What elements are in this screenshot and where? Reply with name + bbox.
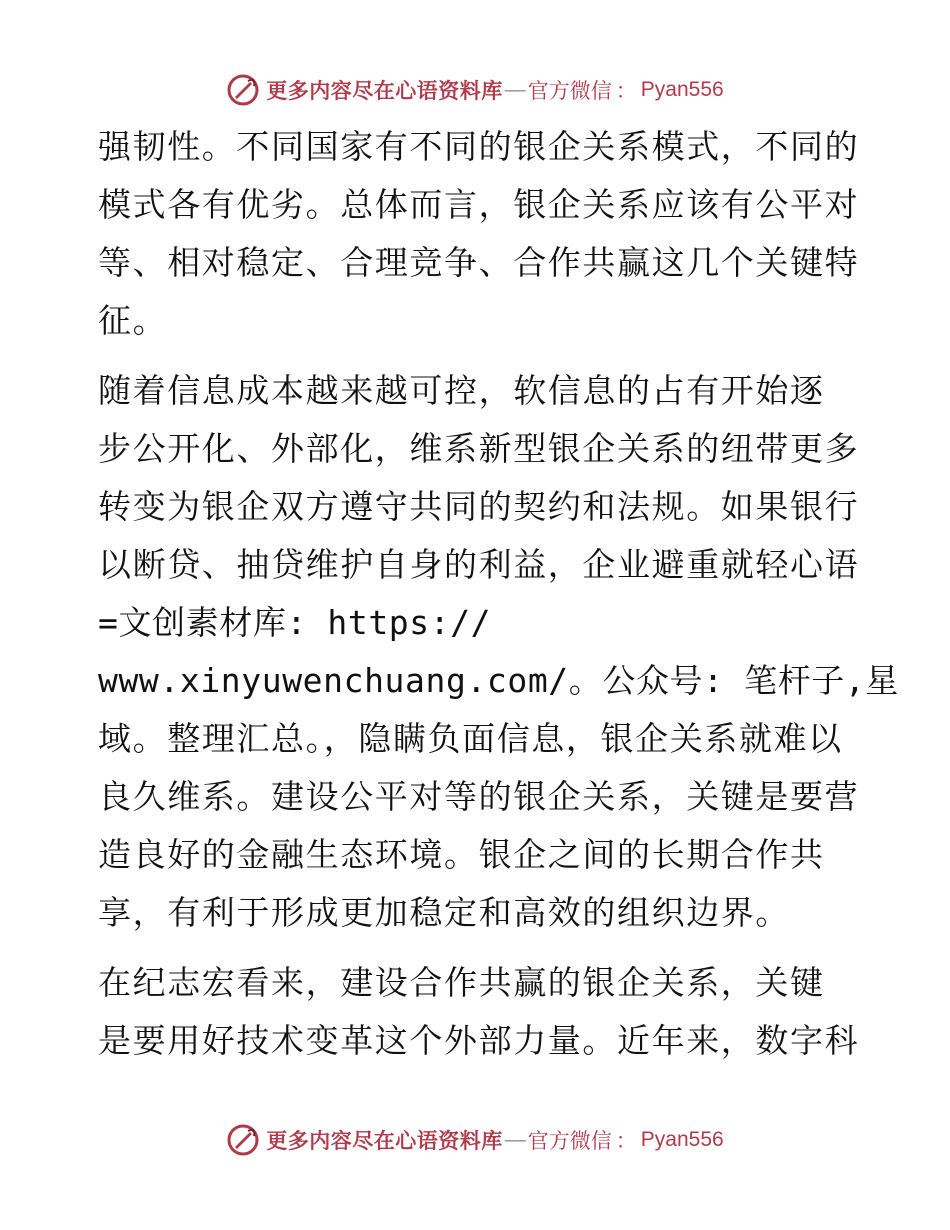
header-banner [0,70,950,110]
text-line: 是要用好技术变革这个外部力量。近年来，数字科 [98,1021,860,1060]
quill-logo-icon [226,1123,260,1157]
text-line: 转变为银企双方遵守共同的契约和法规。如果银行 [98,487,860,526]
footer-official-label: 官方微信 [527,1129,612,1153]
text-line: 以断贷、抽贷维护自身的利益，企业避重就轻心语 [98,545,860,584]
paragraph-3 [98,954,858,1070]
text-line: 域。整理汇总。，隐瞒负面信息，银企关系就难以 [98,719,843,758]
text-line: 在纪志宏看来，建设合作共赢的银企关系，关键 [98,963,825,1002]
footer-wechat-id: Pyan556 [640,1128,724,1151]
header-site-title: 更多内容尽在心语资料库 [266,78,503,103]
text-line: 享，有利于形成更加稳定和高效的组织边界。 [98,893,790,932]
header-official-label: 官方微信 [527,79,612,103]
header-wechat-id: Pyan556 [640,78,724,101]
paragraph-2 [98,362,899,942]
text-line: 造良好的金融生态环境。银企之间的长期合作共 [98,835,825,874]
footer-dash: — [504,1128,526,1151]
text-line: 等、相对稳定、合理竞争、合作共赢这几个关键特 [98,243,860,282]
text-line: 步公开化、外部化，维系新型银企关系的纽带更多 [98,429,860,468]
text-line: 征。 [98,301,168,340]
text-line: 随着信息成本越来越可控，软信息的占有开始逐 [98,371,825,410]
text-line: 模式各有优劣。总体而言，银企关系应该有公平对 [98,185,860,224]
quill-logo-icon [226,73,260,107]
text-line: 强韧性。不同国家有不同的银企关系模式，不同的 [98,127,860,166]
header-separator: ： [615,80,637,103]
text-line: =文创素材库: https:// [98,603,492,642]
text-line: www.xinyuwenchuang.com/。公众号: 笔杆子,星 [98,661,899,700]
text-line: 良久维系。建设公平对等的银企关系，关键是要营 [98,777,860,816]
footer-banner [0,1120,950,1160]
header-dash: — [504,78,526,101]
paragraph-1 [98,118,858,350]
document-body [98,118,899,1082]
footer-separator: ： [615,1130,637,1153]
footer-site-title: 更多内容尽在心语资料库 [266,1128,503,1153]
